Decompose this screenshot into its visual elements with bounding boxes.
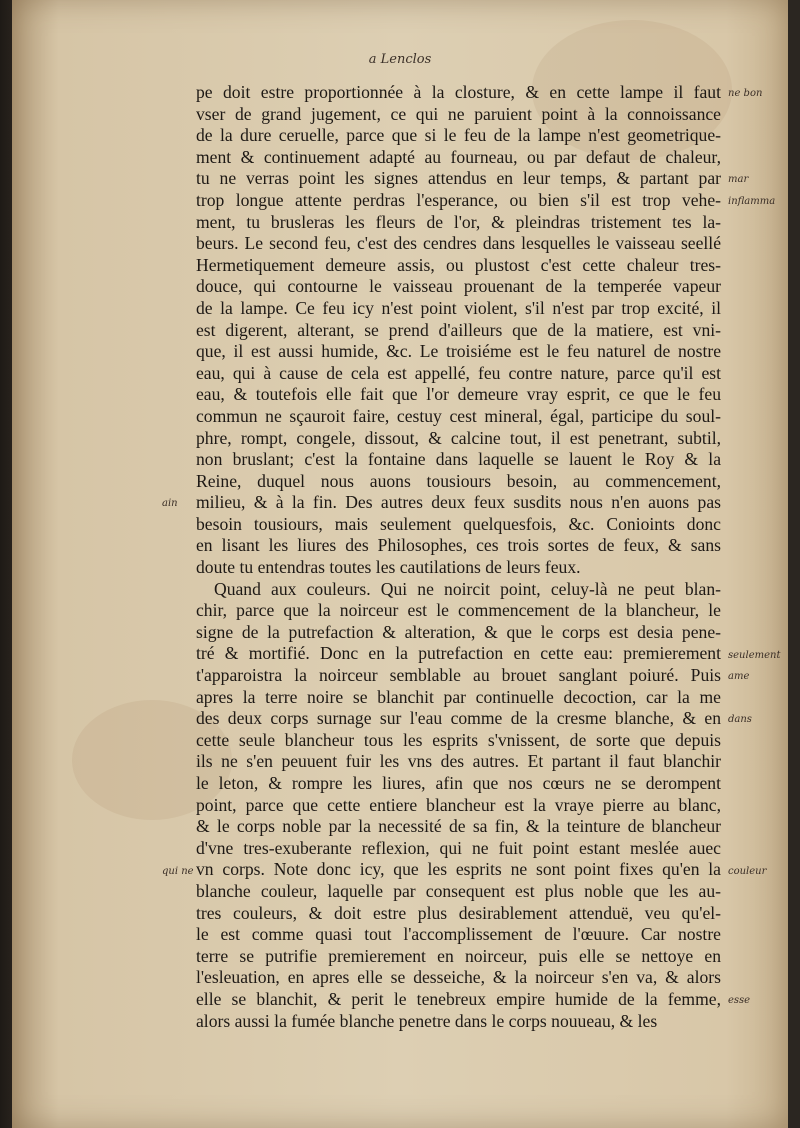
margin-note-left: ain — [162, 498, 178, 510]
text-line: phre, rompt, congele, dissout, & calcine tout, il est penetrant, subtil, — [196, 427, 721, 448]
text-line: ment & continuement adapté au fourneau, ou par defaut de chaleur, — [196, 146, 721, 167]
margin-note-right: seulement — [728, 649, 781, 661]
text-line: douce, qui contourne le vaisseau prouenant de la temperée vapeur — [196, 276, 721, 297]
text-line: de la lampe. Ce feu icy n'est point violent, s'il n'est par trop excité, il — [196, 297, 721, 318]
text-line: tu ne verras point les signes attendus en leur temps, & partant par — [196, 168, 721, 189]
text-line: vn corps. Note donc icy, que les esprits ne sont point fixes qu'en la — [196, 859, 721, 880]
text-line: tré & mortifié. Donc en la putrefaction en cette eau: premierement — [196, 643, 721, 664]
text-line: Hermetiquement demeure assis, ou plustost c'est cette chaleur tres- — [196, 254, 721, 275]
page-body-text — [196, 82, 721, 1032]
margin-note-right: ame — [728, 671, 750, 683]
text-line: milieu, & à la fin. Des autres deux feux susdits nous n'en auons pas — [196, 492, 721, 513]
text-line: Quand aux couleurs. Qui ne noircit point, celuy-là ne peut blan- — [214, 578, 721, 599]
margin-note-right: couleur — [728, 865, 767, 877]
text-line: chir, parce que la noirceur est le commencement de la blancheur, le — [196, 600, 721, 621]
text-line: de la dure ceruelle, parce que si le feu de la lampe n'est geometrique- — [196, 125, 721, 146]
text-line: alors aussi la fumée blanche penetre dans le corps nouueau, & les — [196, 1010, 658, 1031]
text-line: point, parce que cette entiere blancheur est la vraye pierre au blanc, — [196, 794, 721, 815]
text-line: vser de grand jugement, ce qui ne paruient point à la connoissance — [196, 103, 721, 124]
handwritten-header: a Lenclos — [368, 52, 432, 67]
text-line: que, il est aussi humide, &c. Le troisiéme est le feu naturel de nostre — [196, 341, 721, 362]
text-line: t'apparoistra la noirceur semblable au brouet sanglant poiuré. Puis — [196, 665, 721, 686]
text-line: commun ne sçauroit faire, cestuy cest mineral, égal, participe du soul- — [196, 405, 721, 426]
margin-note-right: dans — [728, 714, 752, 726]
text-line: trop longue attente perdras l'esperance, ou bien s'il est trop vehe- — [196, 189, 721, 210]
margin-note-right: inflamma — [728, 196, 776, 207]
text-line: beurs. Le second feu, c'est des cendres dans lesquelles le vaisseau seellé — [196, 233, 721, 254]
text-line: eau, & toutefois elle fait que l'or demeure vray esprit, ce que le feu — [196, 384, 721, 405]
text-line: ils ne s'en peuuent fuir les vns des autres. Et partant il faut blanchir — [196, 751, 721, 772]
text-line: besoin tousiours, mais seulement quelquesfois, &c. Conioints donc — [196, 513, 721, 534]
text-line: d'vne tres-exuberante reflexion, qui ne fuit point estant meslée auec — [196, 837, 721, 858]
text-line: tres couleurs, & doit estre plus desirablement attenduë, veu qu'el- — [196, 902, 721, 923]
text-line: doute tu entendras toutes les cautilations de leurs feux. — [196, 557, 581, 578]
text-line: cette seule blancheur tous les esprits s'vnissent, de sorte que depuis — [196, 729, 721, 750]
text-line: le leton, & rompre les liures, afin que nos cœurs ne se derompent — [196, 773, 721, 793]
margin-note-right: mar — [728, 174, 749, 186]
text-line: blanche couleur, laquelle par consequent est plus noble que les au- — [196, 880, 721, 901]
text-line: est digerent, alterant, se prend d'ailleurs que de la matiere, est vni- — [196, 319, 721, 340]
text-line: pe doit estre proportionnée à la closture, & en cette lampe il faut — [196, 82, 721, 102]
text-line: & le corps noble par la necessité de sa fin, & la teinture de blancheur — [196, 816, 721, 837]
text-line: des deux corps surnage sur l'eau comme de la cresme blanche, & en — [196, 708, 721, 729]
margin-note-right: ne bon — [728, 88, 763, 99]
text-line: apres la terre noire se blanchit par continuelle decoction, car la me — [196, 686, 721, 707]
text-line: l'esleuation, en apres elle se desseiche, & la noirceur s'en va, & alors — [196, 967, 721, 988]
margin-note-right: esse — [728, 995, 751, 1007]
margin-note-left: qui ne — [162, 865, 194, 877]
text-line: Reine, duquel nous auons tousiours besoin, au commencement, — [196, 470, 721, 491]
text-line: ment, tu brusleras les fleurs de l'or, & pleindras tristement tes la- — [196, 211, 721, 232]
text-line: elle se blanchit, & perit le tenebreux empire humide de la femme, — [196, 988, 721, 1009]
text-line: terre se putrifie premierement en noirceur, puis elle se nettoye en — [196, 945, 721, 966]
text-line: non bruslant; c'est la fontaine dans laquelle se lauent le Roy & la — [196, 449, 721, 470]
text-line: le est comme quasi tout l'accomplissement de l'œuure. Car nostre — [196, 924, 721, 945]
text-line: en lisant les liures des Philosophes, ces trois sortes de feux, & sans — [196, 535, 721, 556]
text-line: signe de la putrefaction & alteration, & que le corps est desia pene- — [196, 621, 721, 642]
text-line: eau, qui à cause de cela est appellé, feu contre nature, parce qu'il est — [196, 362, 721, 383]
